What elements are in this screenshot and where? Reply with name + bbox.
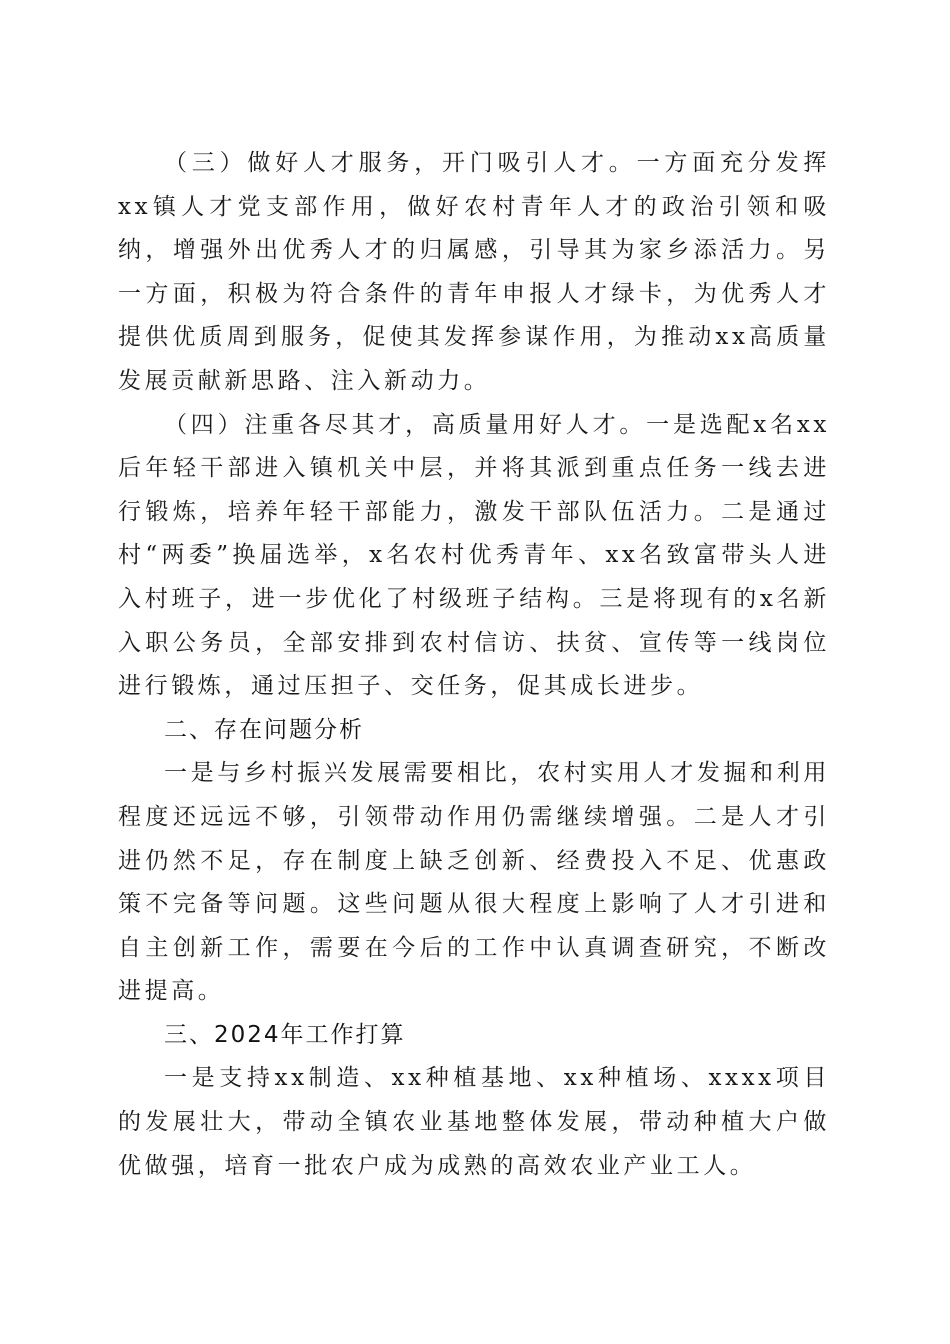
paragraph-work-plan: 一是支持xx制造、xx种植基地、xx种植场、xxxx项目的发展壮大，带动全镇农业基地整体发展，带动种植大户做优做强，培育一批农户成为成熟的高效农业产业工人。 [118,1065,830,1179]
paragraph-talent-service: （三）做好人才服务，开门吸引人才。一方面充分发挥xx镇人才党支部作用，做好农村青年人才的政治引领和吸纳，增强外出优秀人才的归属感，引导其为家乡添活力。另一方面，积极为符合条件的青年申报人才绿卡，为优秀人才提供优质周到服务，促使其发挥参谋作用，为推动xx高质量发展贡献新思路、注入新动力。 [118,150,830,394]
paragraph-problems: 一是与乡村振兴发展需要相比，农村实用人才发掘和利用程度还远远不够，引领带动作用仍需继续增强。二是人才引进仍然不足，存在制度上缺乏创新、经费投入不足、优惠政策不完备等问题。这些问题从很大程度上影响了人才引进和自主创新工作，需要在今后的工作中认真调查研究，不断改进提高。 [118,760,830,1005]
document-body [118,142,830,1188]
heading-problem-analysis: 二、存在问题分析 [164,716,364,743]
heading-work-plan: 三、2024年工作打算 [164,1021,406,1048]
paragraph-talent-utilization: （四）注重各尽其才，高质量用好人才。一是选配x名xx后年轻干部进入镇机关中层，并将其派到重点任务一线去进行锻炼，培养年轻干部能力，激发干部队伍活力。二是通过村“两委”换届选举，x名农村优秀青年、xx名致富带头人进入村班子，进一步优化了村级班子结构。三是将现有的x名新入职公务员，全部安排到农村信访、扶贫、宣传等一线岗位进行锻炼，通过压担子、交任务，促其成长进步。 [118,411,830,700]
